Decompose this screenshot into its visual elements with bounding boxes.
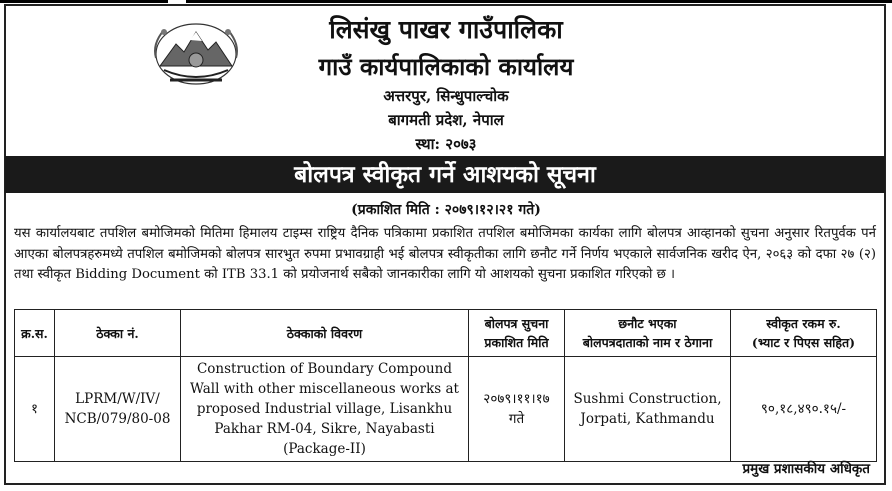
cell-notice-date [469, 357, 565, 462]
header-amount-line1: स्वीकृत रकम रु. [766, 316, 841, 331]
cell-contract-no-line1: LPRM/W/IV/ [75, 391, 160, 407]
cell-bidder-line2: Jorpati, Kathmandu [580, 411, 715, 427]
cell-notice-date-line1: २०७९।११।१७ [483, 391, 550, 407]
header-description: ठेक्काको विवरण [181, 310, 469, 357]
municipality-name: लिसंखु पाखर गाउँपालिका [329, 15, 563, 44]
signatory: प्रमुख प्रशासकीय अधिकृत [742, 461, 870, 477]
cell-description: Construction of Boundary Compound Wall with other miscellaneous works at proposed Industrial village, Lisankhu Pakhar RM-04, Sikre, Nayabasti (Package-II) [181, 357, 469, 462]
header-amount [731, 310, 877, 357]
top-rule [0, 0, 892, 3]
header-contract-no: ठेक्का नं. [55, 310, 181, 357]
cell-sn: १ [15, 357, 55, 462]
contract-table [14, 309, 877, 462]
cell-bidder [565, 357, 731, 462]
published-date: (प्रकाशित मिति : २०७९।१२।२१ गते) [351, 202, 541, 218]
cell-bidder-line1: Sushmi Construction, [573, 391, 722, 407]
header-bidder-line1: छनौट भएका [618, 316, 677, 331]
header-notice-date-line1: बोलपत्र सुचना [484, 316, 549, 331]
header-notice-date [469, 310, 565, 357]
notice-title-banner: बोलपत्र स्वीकृत गर्ने आशयको सूचना [5, 156, 885, 193]
table-row [15, 357, 877, 462]
cell-contract-no [55, 357, 181, 462]
header-notice-date-line2: प्रकाशित मिति [484, 335, 549, 350]
table-header-row [15, 310, 877, 357]
header-bidder-line2: बोलपत्रदाताको नाम र ठेगाना [582, 335, 713, 350]
office-name: गाउँ कार्यपालिकाको कार्यालय [318, 52, 574, 81]
cell-notice-date-line2: गते [508, 411, 525, 427]
office-address: अत्तरपुर, सिन्धुपाल्चोक [383, 87, 509, 105]
header-sn: क्र.स. [15, 310, 55, 357]
notice-body: यस कार्यालयबाट तपशिल बमोजिमको मितिमा हिमालय टाइम्स राष्ट्रिय दैनिक पत्रिकामा प्रकाशित तपशिल बमोजिमका कार्यका लागि बोलपत्र आव्हानको सुचना अनुसार रितपुर्वक पर्न आएका बोलपत्रहरुमध्ये तपशिल बमोजिमको बोलपत्र सारभुत रुपमा प्रभावग्राही भई बोलपत्र स्वीकृतीका लागि छनौट गर्ने निर्णय भएकाले सार्वजनिक खरीद ऐन, २०६३ को दफा २७ (२) तथा स्वीकृत Bidding Document को ITB 33.1 को प्रयोजनार्थ सबैको जानकारीका लागि यो आशयको सुचना प्रकाशित गरिएको छ । [14, 226, 876, 282]
header-bidder [565, 310, 731, 357]
cell-contract-no-line2: NCB/079/80-08 [64, 411, 171, 427]
province: बागमती प्रदेश, नेपाल [388, 111, 504, 129]
header-amount-line2: (भ्याट र पिएस सहित) [751, 335, 856, 350]
cell-amount: ९०,१८,४९०.१५/- [731, 357, 877, 462]
established-year: स्था: २०७३ [415, 135, 477, 153]
